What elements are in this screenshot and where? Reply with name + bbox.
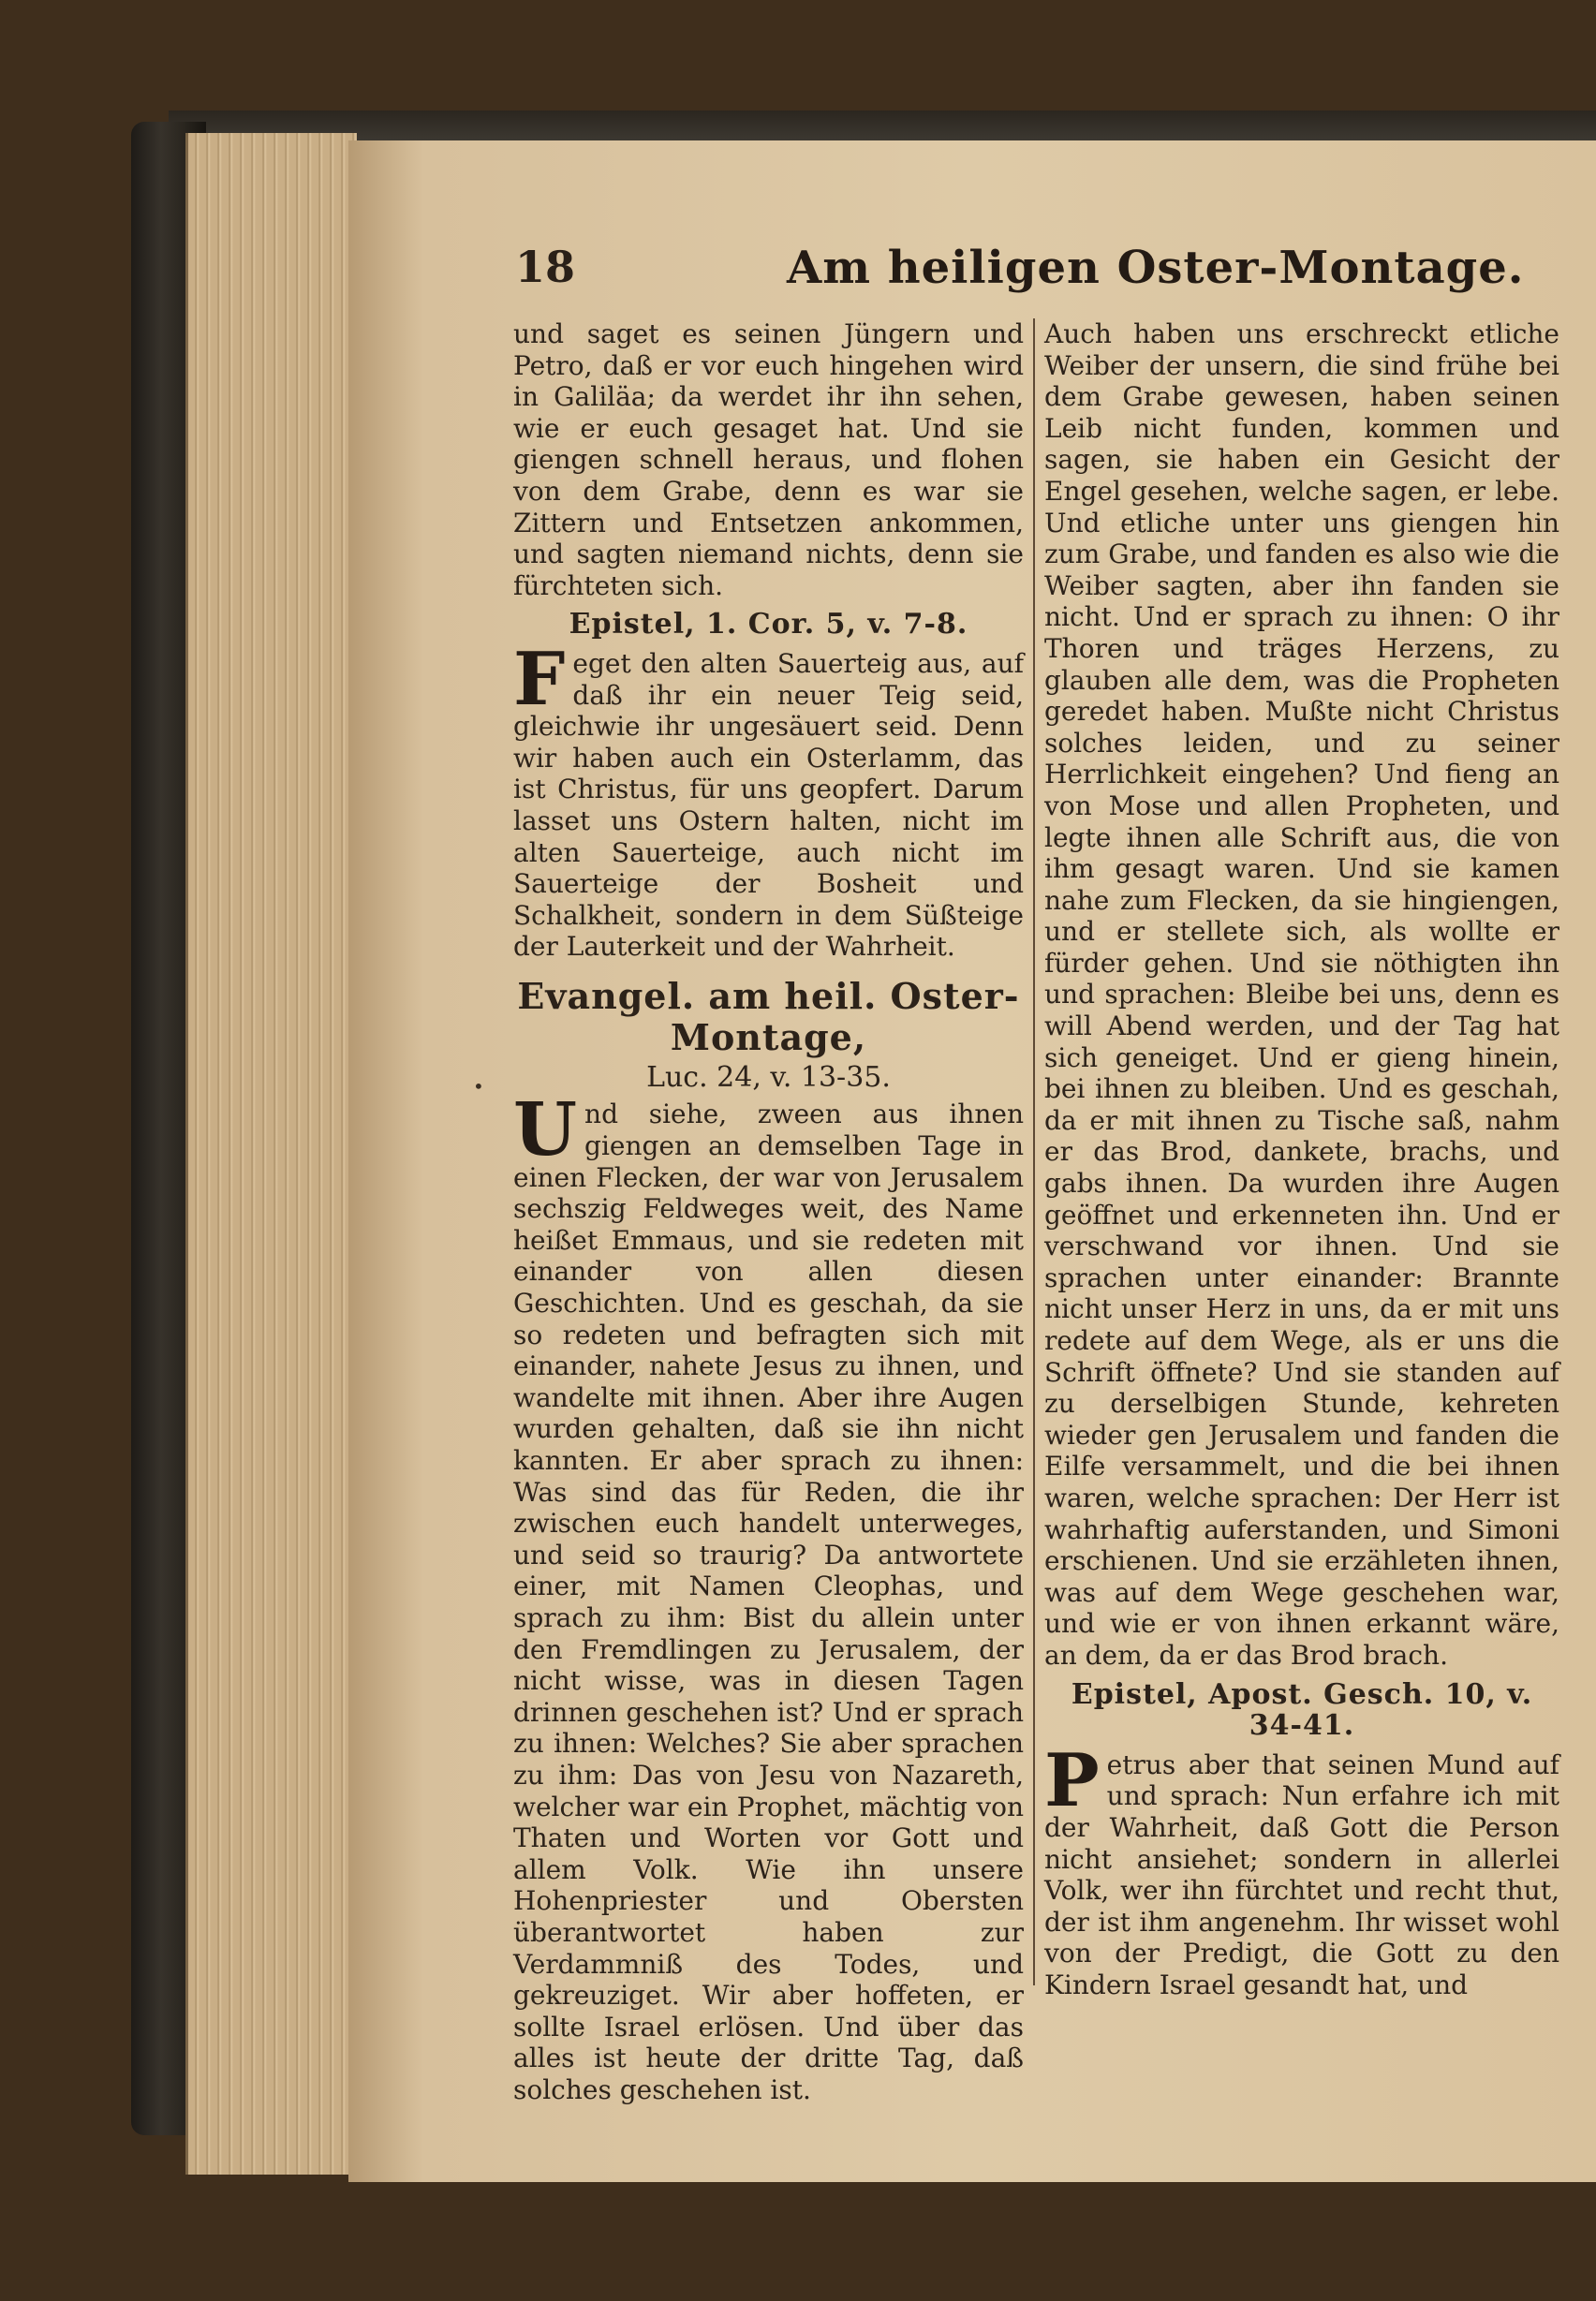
left-column xyxy=(513,318,1024,2105)
left-intro-paragraph: und saget es seinen Jüngern und Petro, daß er vor euch hingehen wird in Galiläa; da werdet ihr ihn sehen, wie er euch gesaget hat. Und sie giengen schnell heraus, und flohen von dem Grabe, denn es war sie Zittern und Entsetzen ankommen, und sagten niemand nichts, denn sie fürchteten sich. xyxy=(513,318,1024,601)
right-epistle-paragraph xyxy=(1044,1737,1559,2001)
left-epistle-heading: Epistel, 1. Cor. 5, v. 7-8. xyxy=(569,608,968,642)
column-divider xyxy=(1033,318,1035,1985)
right-continuation-paragraph: Auch haben uns erschreckt etliche Weiber der unsern, die sind frühe bei dem Grabe gewesen, haben seinen Leib nicht funden, kommen und sagen, sie haben ein Gesicht der Engel gesehen, welche sagen, er lebe. Und etliche unter uns giengen hin zum Grabe, und fanden es also wie die Weiber sagten, aber ihn fanden sie nicht. Und er sprach zu ihnen: O ihr Thoren und träges Herzens, zu glauben alle dem, was die Propheten geredet haben. Mußte nicht Christus solches leiden, und zu seiner Herrlichkeit eingehen? Und fieng an von Mose und allen Propheten, und legte ihnen alle Schrift aus, die von ihm gesagt waren. Und sie kamen nahe zum Flecken, da sie hingiengen, und er stellete sich, als wollte er fürder gehen. Und sie nöthigten ihn und sprachen: Bleibe bei uns, denn es will Abend werden, und der Tag hat sich geneiget. Und er gieng hinein, bei ihnen zu bleiben. Und es geschah, da er mit ihnen zu Tische saß, nahm er das Brod, dankete, brachs, und gabs ihnen. Da wurden ihre Augen geöffnet und erkenneten ihn. Und er verschwand vor ihnen. Und sie sprachen unter einander: Brannte nicht unser Herz in uns, da er mit uns redete auf dem Wege, als er uns die Schrift öffnete? Und sie standen auf zu derselbigen Stunde, kehreten wieder gen Jerusalem und fanden die Eilfe versammelt, und die bei ihnen waren, welche sprachen: Der Herr ist wahrhaftig auferstanden, und Simoni erschienen. Und sie erzähleten ihnen, was auf dem Wege geschehen war, und wie er von ihnen erkannt wäre, an dem, da er das Brod brach. xyxy=(1044,318,1559,1671)
gospel-heading: Evangel. am heil. Oster-Montage, xyxy=(517,974,1020,1058)
epistle-drop-capital: F xyxy=(513,636,566,722)
page-number: 18 xyxy=(515,242,576,292)
gospel-drop-capital: U xyxy=(513,1087,578,1173)
right-column xyxy=(1044,318,1559,2000)
running-head: Am heiligen Oster-Montage. xyxy=(787,242,1525,294)
page-edges xyxy=(185,133,357,2175)
gospel-paragraph xyxy=(513,1087,1024,2105)
gospel-text: nd siehe, zween aus ihnen giengen an demselben Tage in einen Flecken, der war von Jerusalem sechszig Feldweges weit, des Name heißet Emmaus, und sie redeten mit einander von allen diesen Geschichten. Und es geschah, da sie so redeten und befragten sich mit einander, nahete Jesus zu ihnen, und wandelte mit ihnen. Aber ihre Augen wurden gehalten, daß sie ihn nicht kannten. Er aber sprach zu ihnen: Was sind das für Reden, die ihr zwischen euch handelt unterweges, und seid so traurig? Da antwortete einer, mit Namen Cleophas, und sprach zu ihm: Bist du allein unter den Fremdlingen zu Jerusalem, der nicht wisse, was in diesen Tagen drinnen geschehen ist? Und er sprach zu ihnen: Welches? Sie aber sprachen zu ihm: Das von Jesu von Nazareth, welcher war ein Prophet, mächtig von Thaten und Worten vor Gott und allem Volk. Wie ihn unsere Hohenpriester und Obersten überantwortet haben zur Verdammniß des Todes, und gekreuziget. Wir aber hoffeten, er sollte Israel erlösen. Und über das alles ist heute der dritte Tag, daß solches geschehen ist. xyxy=(513,1099,1024,2105)
right-epistle-text: etrus aber that seinen Mund auf und sprach: Nun erfahre ich mit der Wahrheit, daß Gott die Person nicht ansiehet; sondern in allerlei Volk, wer ihn fürchtet und recht thut, der ist ihm angenehm. Ihr wisset wohl von der Predigt, die Gott zu den Kindern Israel gesandt hat, und xyxy=(1044,1748,1559,2000)
left-epistle-paragraph xyxy=(513,636,1024,963)
right-epistle-drop-capital: P xyxy=(1044,1737,1100,1823)
gospel-reference: Luc. 24, v. 13-35. xyxy=(646,1060,891,1094)
page-header xyxy=(515,242,1527,307)
right-epistle-heading: Epistel, Apost. Gesch. 10, v. 34-41. xyxy=(1071,1677,1533,1743)
margin-mark: • xyxy=(473,1075,484,1098)
left-epistle-text: eget den alten Sauerteig aus, auf daß ihr ein neuer Teig seid, gleichwie ihr ungesäuert seid. Denn wir haben auch ein Osterlamm, das ist Christus, für uns geopfert. Darum lasset uns Ostern halten, nicht im alten Sauerteige, auch nicht im Sauerteige der Bosheit und Schalkheit, sondern in dem Süßteige der Lauterkeit und der Wahrheit. xyxy=(513,647,1024,963)
